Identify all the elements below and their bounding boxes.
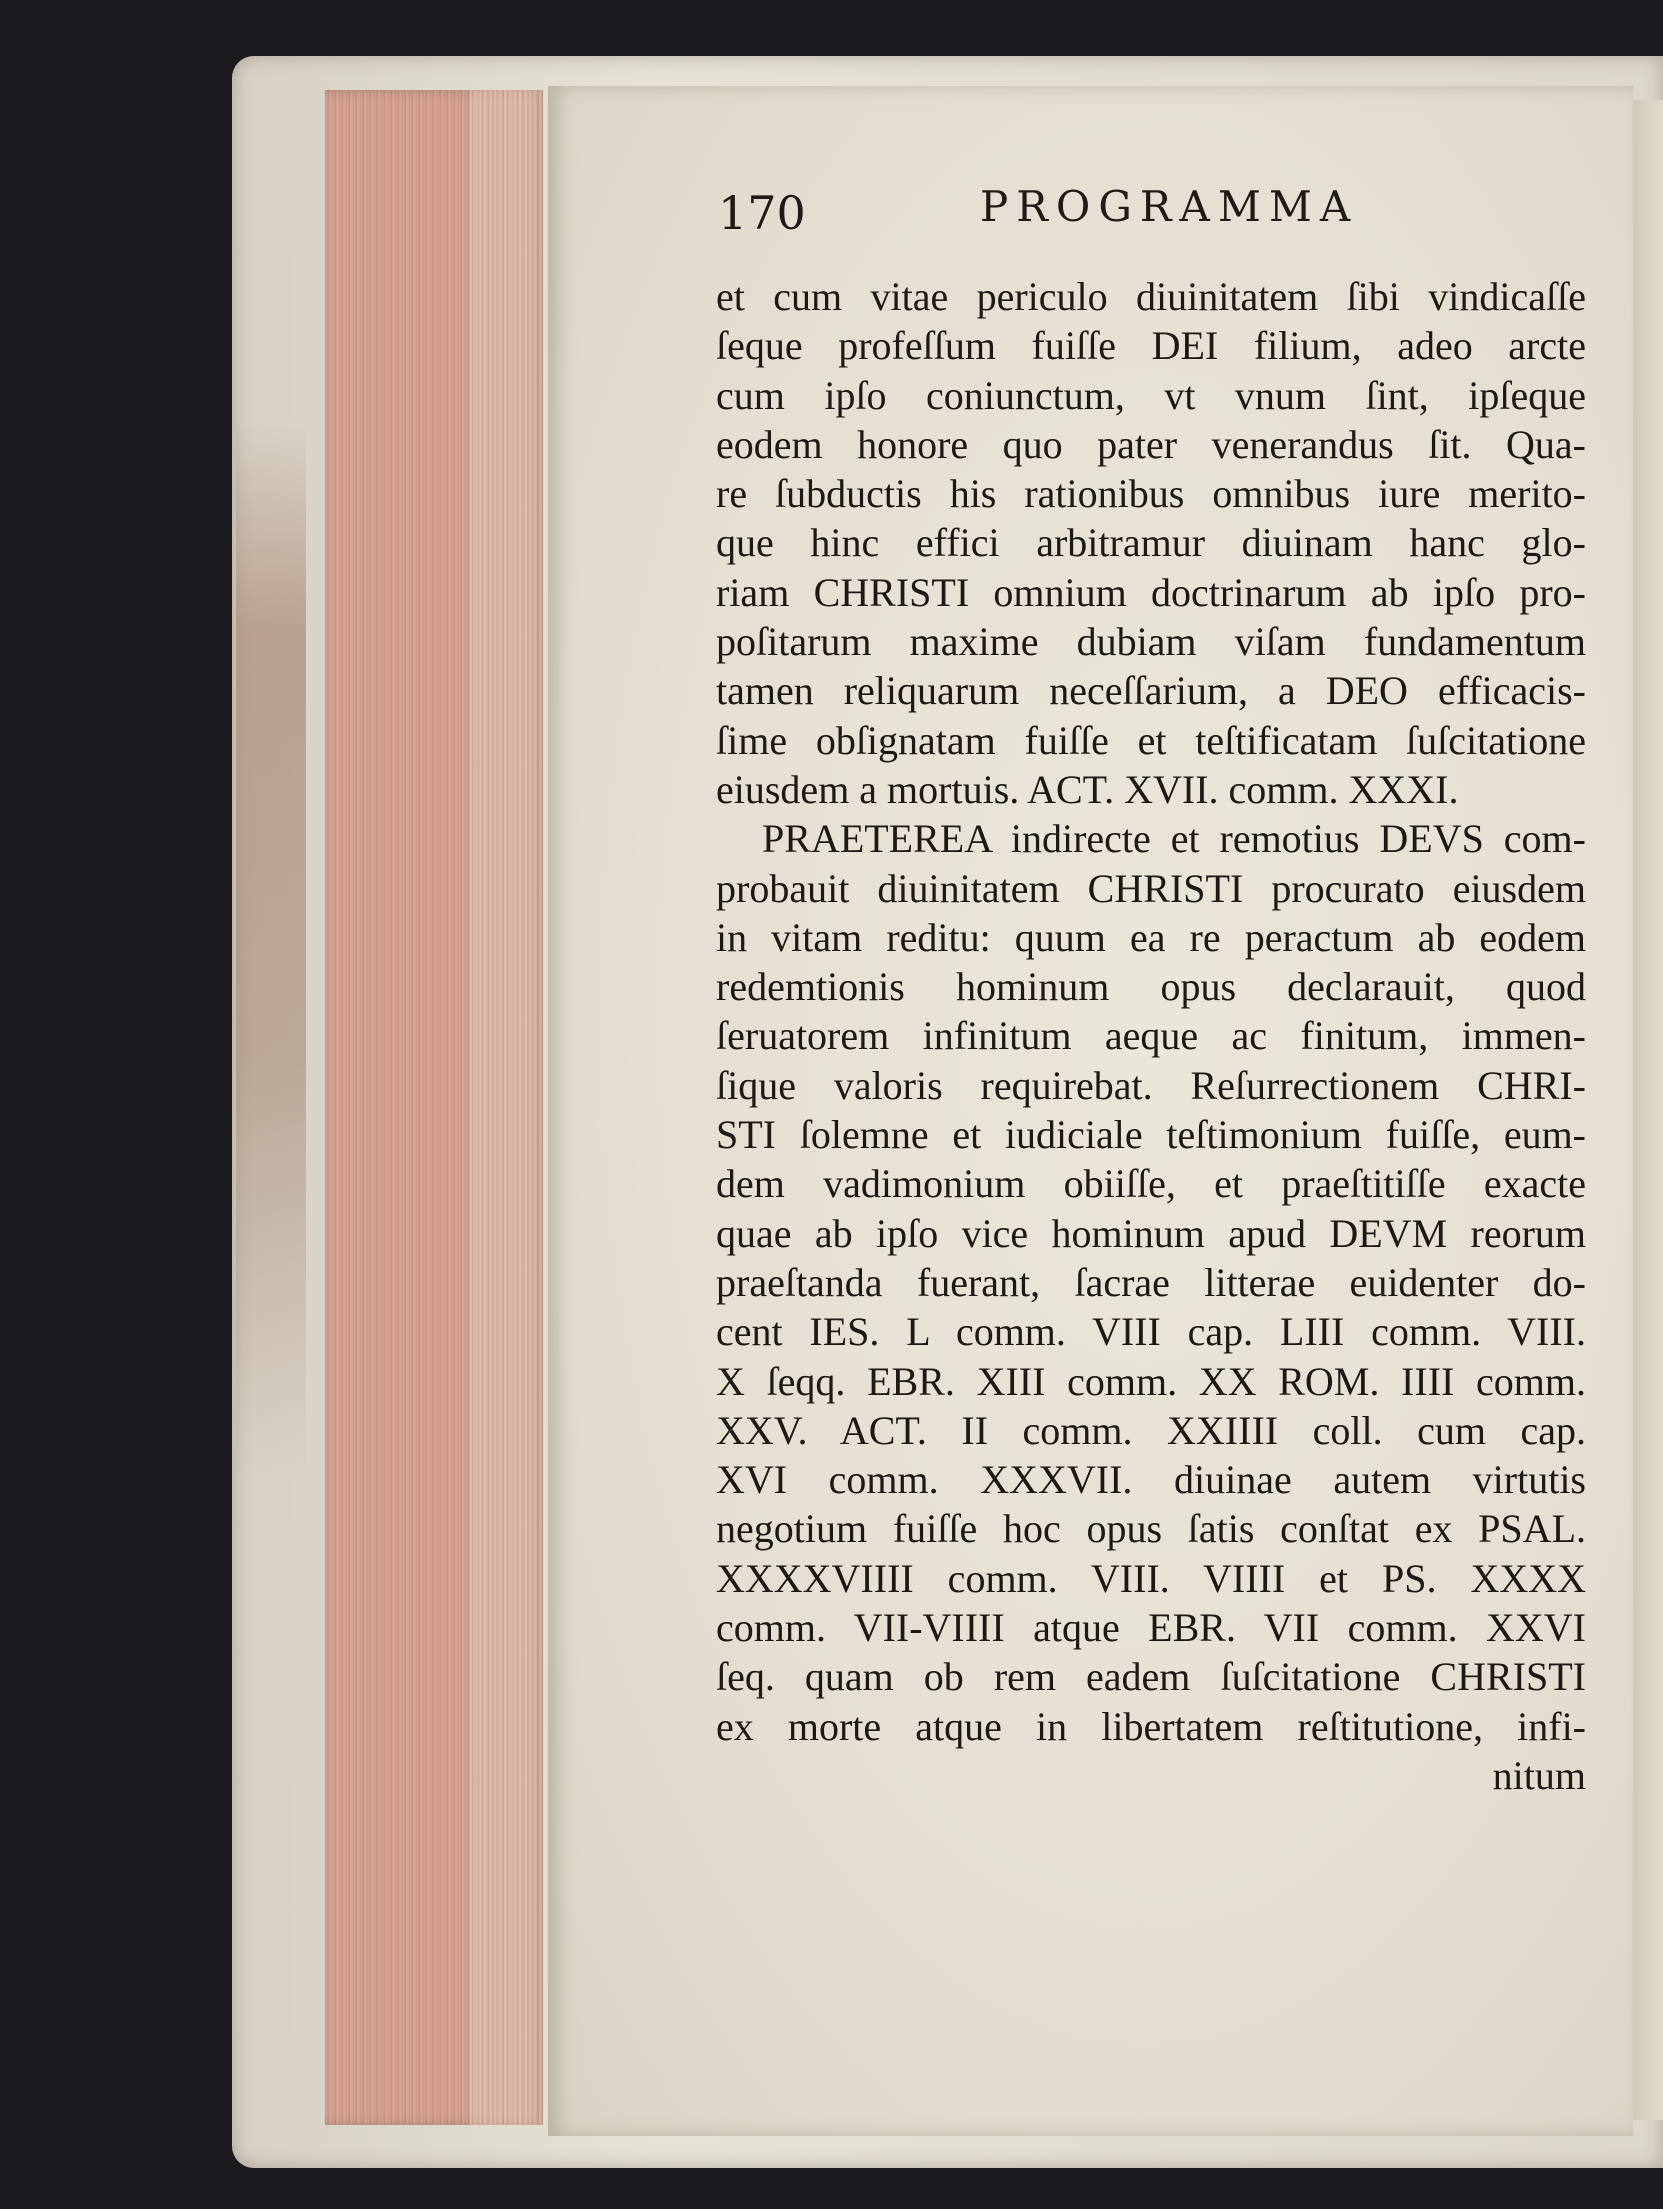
page-stack-highlight bbox=[470, 90, 550, 2125]
text-line: XXXXVIIII comm. VIII. VIIII et PS. XXXX bbox=[716, 1555, 1586, 1601]
text-line: probauit diuinitatem CHRISTI procurato eiusdem bbox=[716, 865, 1586, 911]
text-line: que hinc effici arbitramur diuinam hanc glo- bbox=[716, 520, 1586, 566]
text-line: ſique valoris requirebat. Reſurrectionem CHRI- bbox=[716, 1062, 1586, 1108]
page-number: 170 bbox=[718, 186, 806, 240]
text-line: comm. VII-VIIII atque EBR. VII comm. XXVI bbox=[716, 1605, 1586, 1651]
text-line: re ſubductis his rationibus omnibus iure merito- bbox=[716, 471, 1586, 517]
text-line: poſitarum maxime dubiam viſam fundamentum bbox=[716, 619, 1586, 665]
text-line: eiusdem a mortuis. ACT. XVII. comm. XXXI. bbox=[716, 766, 1459, 812]
text-line: praeſtanda fuerant, ſacrae litterae euidenter do- bbox=[716, 1259, 1586, 1305]
text-line: cent IES. L comm. VIII cap. LIII comm. VIII. bbox=[716, 1309, 1586, 1355]
text-line: ſime obſignatam fuiſſe et teſtificatam ſuſcitatione bbox=[716, 717, 1586, 763]
text-line: X ſeqq. EBR. XIII comm. XX ROM. IIII comm. bbox=[716, 1358, 1586, 1404]
page-header bbox=[718, 178, 1418, 248]
text-line: in vitam reditu: quum ea re peractum ab eodem bbox=[716, 914, 1586, 960]
text-line: XXV. ACT. II comm. XXIIII coll. cum cap. bbox=[716, 1407, 1586, 1453]
text-line: XVI comm. XXXVII. diuinae autem virtutis bbox=[716, 1457, 1586, 1503]
text-line: ex morte atque in libertatem reſtitutione, infi- bbox=[716, 1703, 1586, 1749]
text-line: eodem honore quo pater venerandus ſit. Qua- bbox=[716, 421, 1586, 467]
text-line: quae ab ipſo vice hominum apud DEVM reorum bbox=[716, 1210, 1586, 1256]
text-line: ſeq. quam ob rem eadem ſuſcitatione CHRISTI bbox=[716, 1654, 1586, 1700]
facing-page-edge bbox=[1633, 100, 1663, 2120]
body-text bbox=[716, 272, 1586, 1800]
text-line: redemtionis hominum opus declarauit, quod bbox=[716, 964, 1586, 1010]
text-line: ſeque profeſſum fuiſſe DEI filium, adeo arcte bbox=[716, 323, 1586, 369]
running-title: PROGRAMMA bbox=[980, 182, 1359, 231]
text-line: riam CHRISTI omnium doctrinarum ab ipſo pro- bbox=[716, 569, 1586, 615]
text-line: dem vadimonium obiiſſe, et praeſtitiſſe exacte bbox=[716, 1161, 1586, 1207]
text-line: ſeruatorem infinitum aeque ac finitum, immen- bbox=[716, 1013, 1586, 1059]
text-line: tamen reliquarum neceſſarium, a DEO efficacis- bbox=[716, 668, 1586, 714]
catchword: nitum bbox=[1492, 1752, 1586, 1798]
text-line: STI ſolemne et iudiciale teſtimonium fuiſſe, eum- bbox=[716, 1112, 1586, 1158]
cover-stain bbox=[236, 420, 306, 1480]
text-line: cum ipſo coniunctum, vt vnum ſint, ipſeque bbox=[716, 372, 1586, 418]
text-line: negotium fuiſſe hoc opus ſatis conſtat ex PSAL. bbox=[716, 1506, 1586, 1552]
paragraph-start-line: PRAETEREA indirecte et remotius DEVS com- bbox=[762, 816, 1586, 862]
text-line: et cum vitae periculo diuinitatem ſibi vindicaſſe bbox=[716, 274, 1586, 319]
